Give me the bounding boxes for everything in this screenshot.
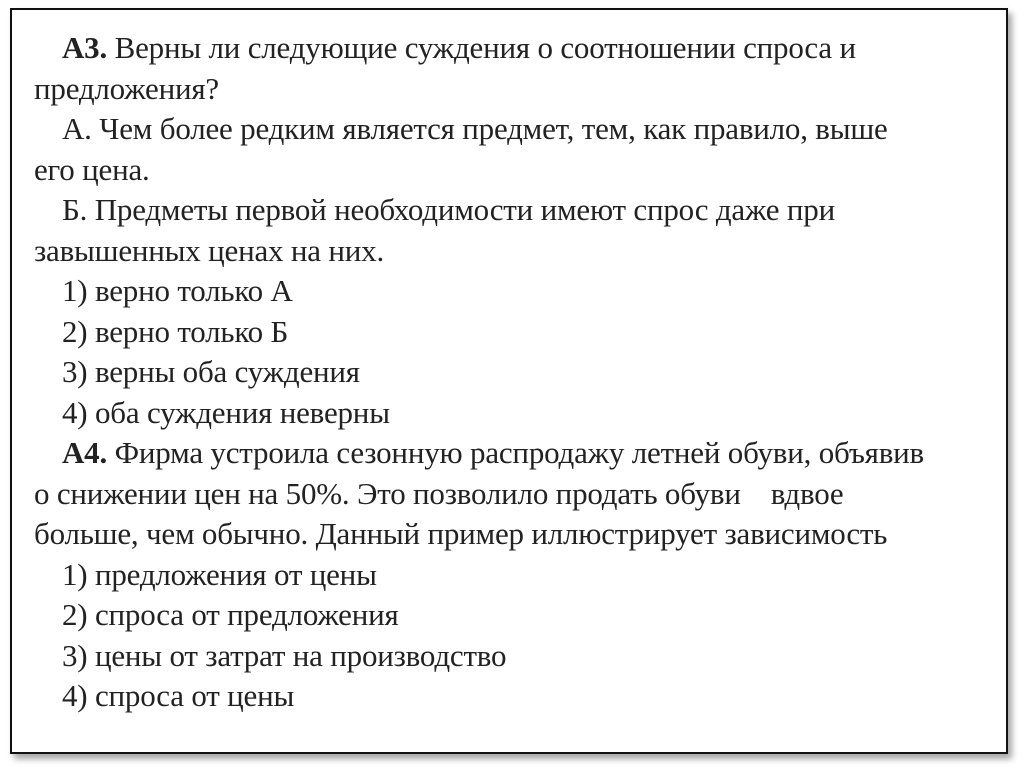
a4-option-3: 3) цены от затрат на производство: [62, 637, 507, 673]
a3-question-text: Верны ли следующие суждения о соотношении спроса и: [114, 30, 856, 65]
a4-question-line-1: [34, 433, 1004, 474]
a3-question-line-1: [34, 28, 1004, 69]
a4-question-text-2b: вдвое: [770, 475, 844, 511]
slide-frame: [10, 8, 1008, 754]
a3-option-2: 2) верно только Б: [62, 313, 289, 349]
a3-question-line-2: предложения?: [34, 70, 219, 106]
a4-label: А4.: [62, 435, 108, 470]
a3-statement-a-line-1: А. Чем более редким является предмет, тем, как правило, выше: [62, 111, 888, 146]
a4-option-1: 1) предложения от цены: [62, 556, 377, 592]
slide-content: [34, 28, 1004, 717]
a4-option-4: 4) спроса от цены: [62, 678, 295, 713]
a3-statement-a-line-2: его цена.: [34, 151, 150, 187]
a3-statement-b-line-1: Б. Предметы первой необходимости имеют спрос даже при: [62, 192, 835, 227]
a4-option-2: 2) спроса от предложения: [62, 597, 399, 632]
a3-option-1: 1) верно только А: [62, 273, 293, 308]
a4-question-text: Фирма устроила сезонную распродажу летней обуви, объявив: [114, 435, 924, 470]
a3-option-3: 3) верны оба суждения: [62, 354, 360, 389]
a4-question-line-3: больше, чем обычно. Данный пример иллюстрирует зависимость: [34, 516, 888, 551]
a3-option-4: 4) оба суждения неверны: [62, 394, 390, 430]
a4-question-line-2: [34, 474, 1004, 515]
a3-label: А3.: [62, 30, 108, 65]
a3-statement-b-line-2: завышенных ценах на них.: [34, 232, 385, 268]
a4-question-text-2a: о снижении цен на 50%. Это позволило продать обуви: [34, 475, 741, 511]
